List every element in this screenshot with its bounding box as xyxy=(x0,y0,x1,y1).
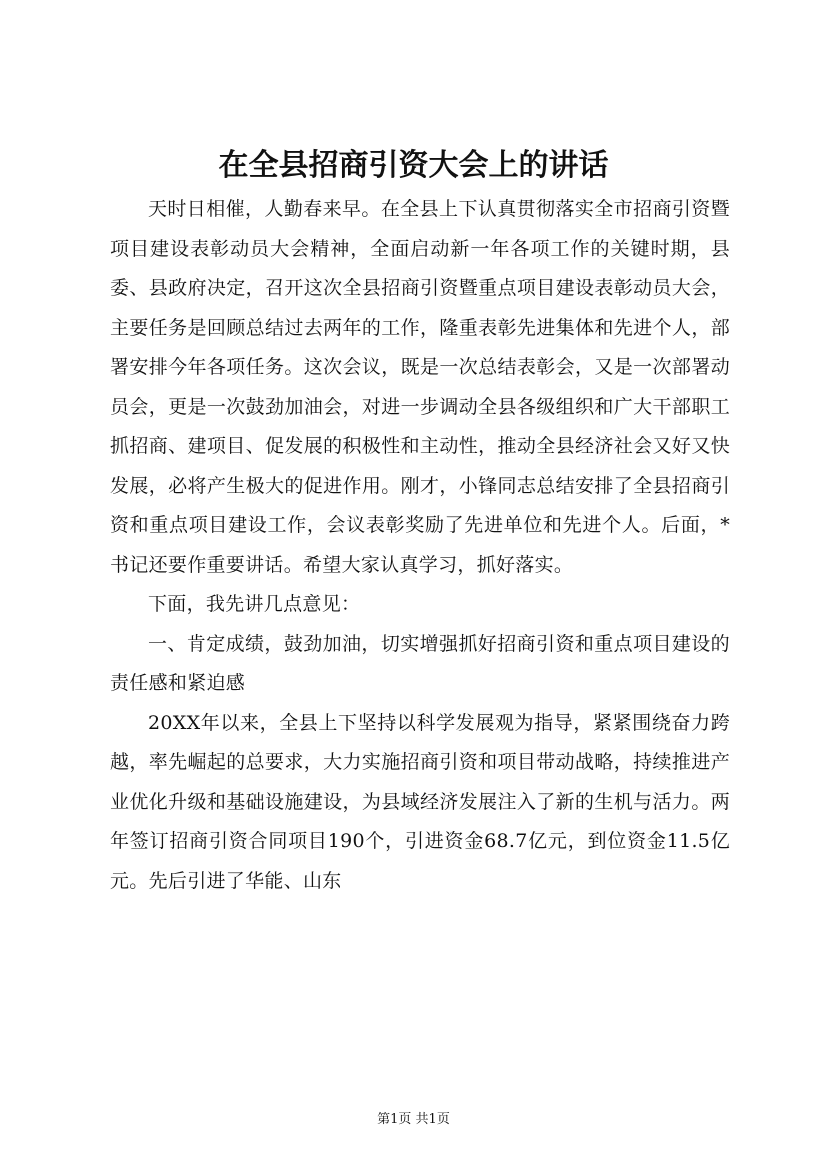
paragraph-intro-points: 下面，我先讲几点意见： xyxy=(148,593,361,615)
paragraph-achievements: 20XX年以来，全县上下坚持以科学发展观为指导，紧紧围绕奋力跨越，率先崛起的总要求，大力实施招商引资和项目带动战略，持续推进产业优化升级和基础设施建设，为县域经济发展注入了新的生机与活力。两年签订招商引资合同项目190个，引进资金68.7亿元，到位资金11.5亿元。先后引进了华能、山东 xyxy=(110,711,730,892)
document-body xyxy=(110,190,730,901)
paragraph-opening: 天时日相催，人勤春来早。在全县上下认真贯彻落实全市招商引资暨项目建设表彰动员大会精神，全面启动新一年各项工作的关键时期，县委、县政府决定，召开这次全县招商引资暨重点项目建设表彰动员大会，主要任务是回顾总结过去两年的工作，隆重表彰先进集体和先进个人，部署安排今年各项任务。这次会议，既是一次总结表彰会，又是一次部署动员会，更是一次鼓劲加油会，对进一步调动全县各级组织和广大干部职工抓招商、建项目、促发展的积极性和主动性，推动全县经济社会又好又快发展，必将产生极大的促进作用。刚才，小锋同志总结安排了全县招商引资和重点项目建设工作，会议表彰奖励了先进单位和先进个人。后面，*书记还要作重要讲话。希望大家认真学习，抓好落实。 xyxy=(110,198,730,576)
page-footer: 第1页 共1页 xyxy=(377,1112,450,1127)
section-heading-1: 一、肯定成绩，鼓劲加油，切实增强抓好招商引资和重点项目建设的责任感和紧迫感 xyxy=(110,632,730,694)
document-title: 在全县招商引资大会上的讲话 xyxy=(218,148,609,183)
